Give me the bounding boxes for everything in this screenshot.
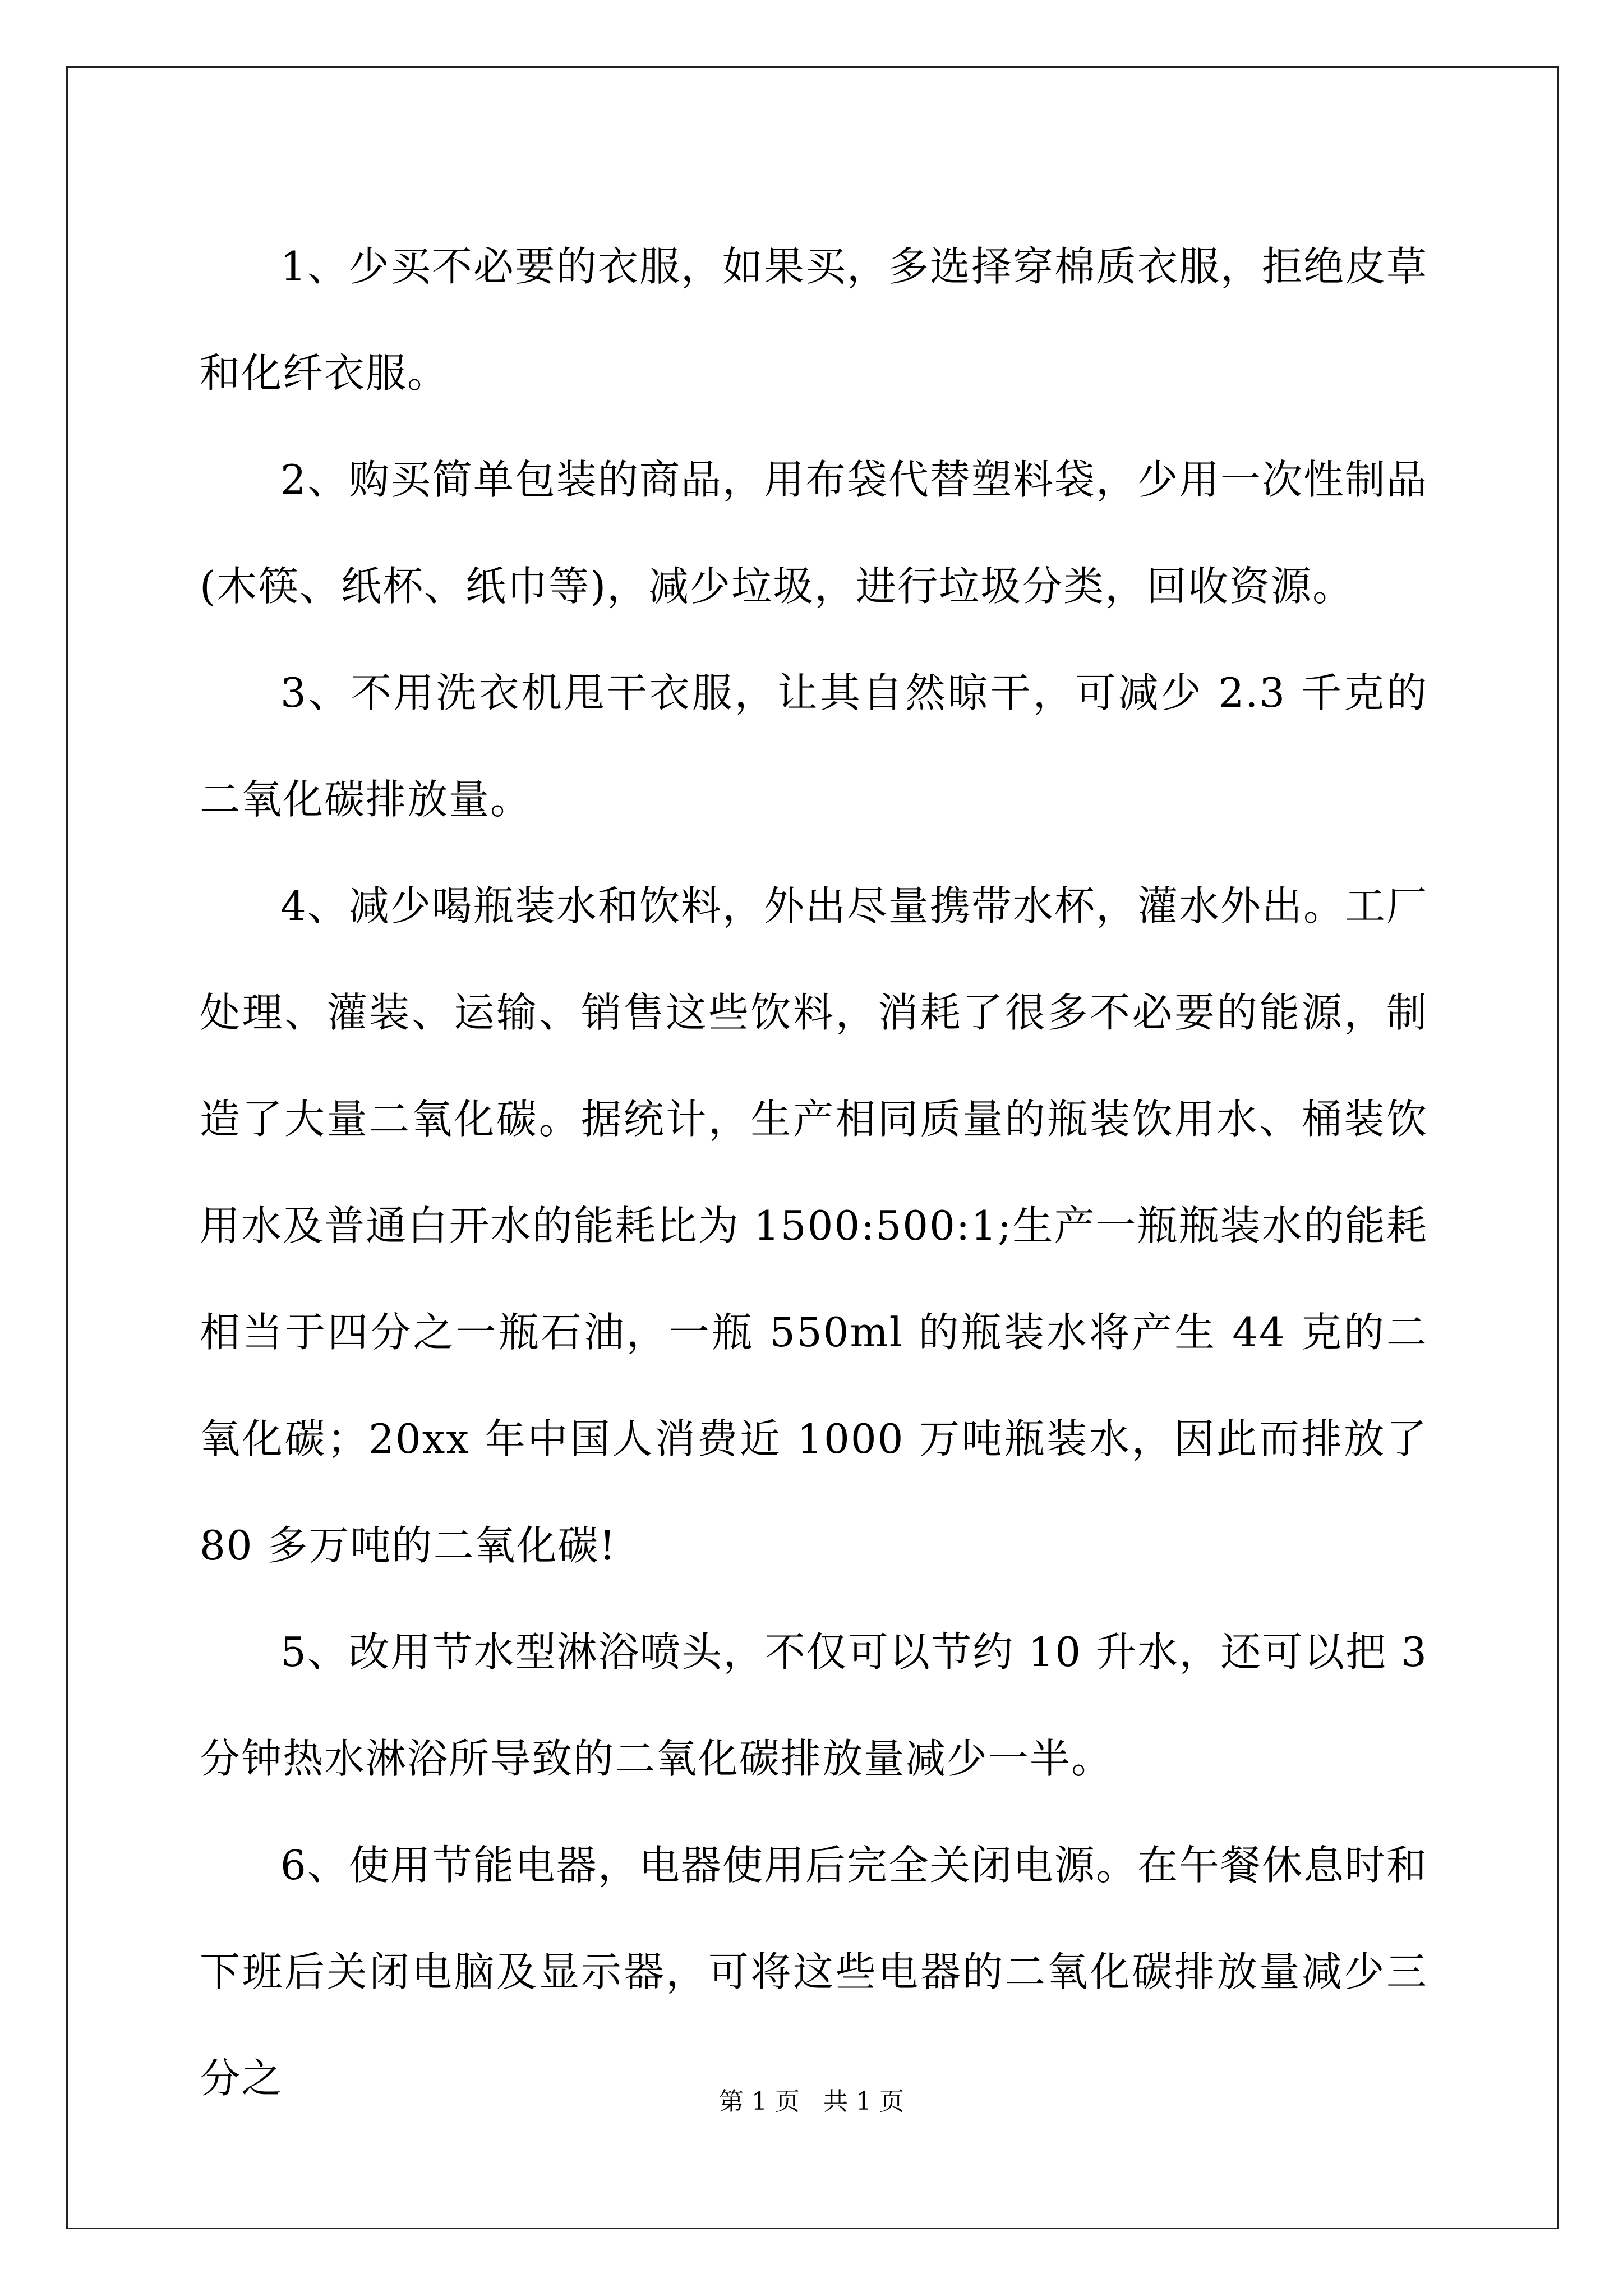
paragraph-1: 1、少买不必要的衣服，如果买，多选择穿棉质衣服，拒绝皮草和化纤衣服。 (200, 243, 1428, 397)
paragraph-5: 5、改用节水型淋浴喷头，不仅可以节约 10 升水，还可以把 3 分钟热水淋浴所导致的二氧化碳排放量减少一半。 (200, 1628, 1428, 1782)
paragraph-6: 6、使用节能电器，电器使用后完全关闭电源。在午餐休息时和下班后关闭电脑及显示器，可将这些电器的二氧化碳排放量减少三分之 (200, 1842, 1428, 2102)
paragraph-3: 3、不用洗衣机甩干衣服，让其自然晾干，可减少 2.3 千克的二氧化碳排放量。 (200, 669, 1428, 823)
document-body (200, 213, 1428, 2132)
paragraph-2: 2、购买简单包装的商品，用布袋代替塑料袋，少用一次性制品(木筷、纸杯、纸巾等)，减少垃圾，进行垃圾分类，回收资源。 (200, 456, 1428, 610)
paragraph-4: 4、减少喝瓶装水和饮料，外出尽量携带水杯，灌水外出。工厂处理、灌装、运输、销售这些饮料，消耗了很多不必要的能源，制造了大量二氧化碳。据统计，生产相同质量的瓶装饮用水、桶装饮用水及普通白开水的能耗比为 1500:500:1;生产一瓶瓶装水的能耗相当于四分之一瓶石油，一瓶 550ml 的瓶装水将产生 44 克的二氧化碳；20xx 年中国人消费近 1000 万吨瓶装水，因此而排放了 80 多万吨的二氧化碳! (200, 882, 1428, 1569)
page-footer: 第 1 页 共 1 页 (719, 2087, 904, 2116)
